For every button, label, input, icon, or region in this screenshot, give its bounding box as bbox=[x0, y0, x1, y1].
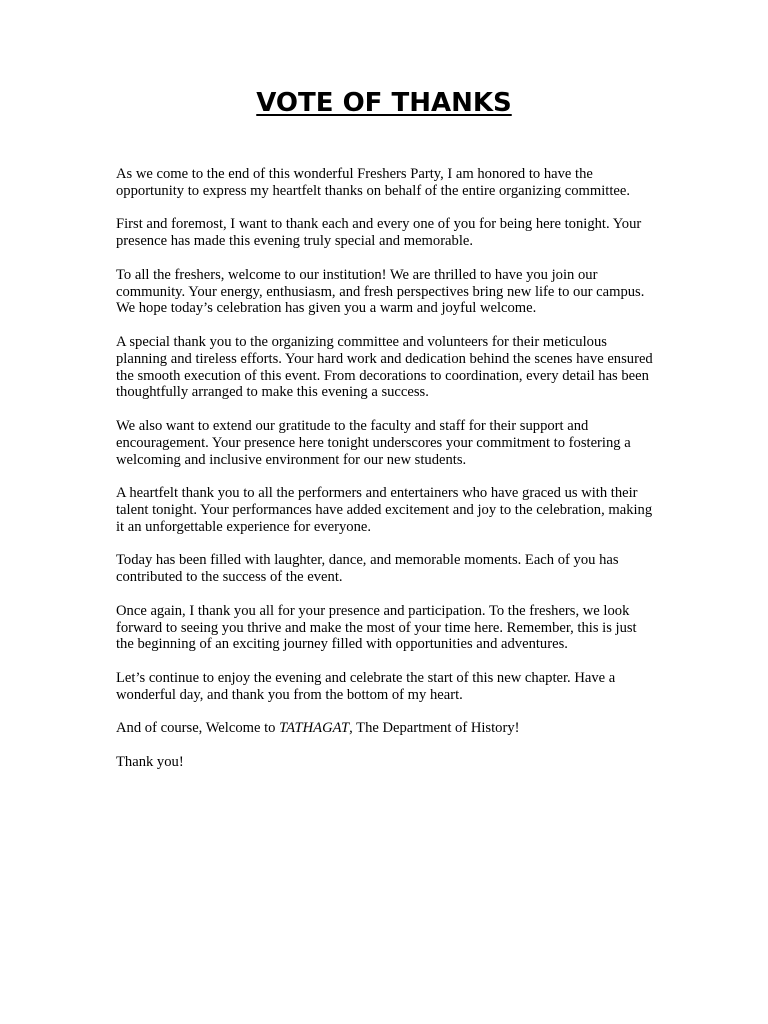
document-body bbox=[116, 166, 656, 787]
department-name: TATHAGAT bbox=[279, 720, 350, 737]
closing-line: Thank you! bbox=[116, 753, 184, 770]
paragraph-thanks-attendance: First and foremost, I want to thank each and every one of you for being here tonight. Your presence has made this evening truly special and memorable. bbox=[116, 216, 642, 250]
paragraph-continue-evening: Let’s continue to enjoy the evening and celebrate the start of this new chapter. Have a wonderful day, and thank you from the bottom of my heart. bbox=[116, 669, 616, 703]
paragraph-welcome-freshers: To all the freshers, welcome to our institution! We are thrilled to have you join our community. Your energy, enthusiasm, and fresh perspectives bring new life to our campus. We hope today’s celebration has given you a warm and joyful welcome. bbox=[116, 266, 645, 317]
document-title: VOTE OF THANKS bbox=[256, 88, 512, 118]
paragraph-closing-intro: As we come to the end of this wonderful Freshers Party, I am honored to have the opportunity to express my heartfelt thanks on behalf of the entire organizing committee. bbox=[116, 166, 631, 199]
document-title-container bbox=[0, 87, 768, 119]
paragraph-once-again: Once again, I thank you all for your presence and participation. To the freshers, we look forward to seeing you thrive and make the most of your time here. Remember, this is just the beginning of an exciting journey filled with opportunities and adventures. bbox=[116, 602, 637, 653]
paragraph-thanks-committee: A special thank you to the organizing committee and volunteers for their meticulous planning and tireless efforts. Your hard work and dedication behind the scenes have ensured the smooth execution of this event. From decorations to coordination, every detail has been thoughtfully arranged to make this evening a success. bbox=[116, 333, 653, 401]
welcome-prefix: And of course, Welcome to bbox=[116, 720, 280, 737]
paragraph-welcome-department bbox=[116, 720, 656, 737]
paragraph-thanks-performers: A heartfelt thank you to all the performers and entertainers who have graced us with their talent tonight. Your performances have added excitement and joy to the celebration, making it an unforgettable experience for everyone. bbox=[116, 485, 653, 535]
paragraph-thanks-faculty: We also want to extend our gratitude to the faculty and staff for their support and encouragement. Your presence here tonight underscores your commitment to fostering a welcoming and inclusive environment for our new students. bbox=[116, 417, 631, 468]
paragraph-memorable-moments: Today has been filled with laughter, dance, and memorable moments. Each of you has contributed to the success of the event. bbox=[116, 552, 619, 586]
welcome-suffix: , The Department of History! bbox=[349, 720, 520, 737]
